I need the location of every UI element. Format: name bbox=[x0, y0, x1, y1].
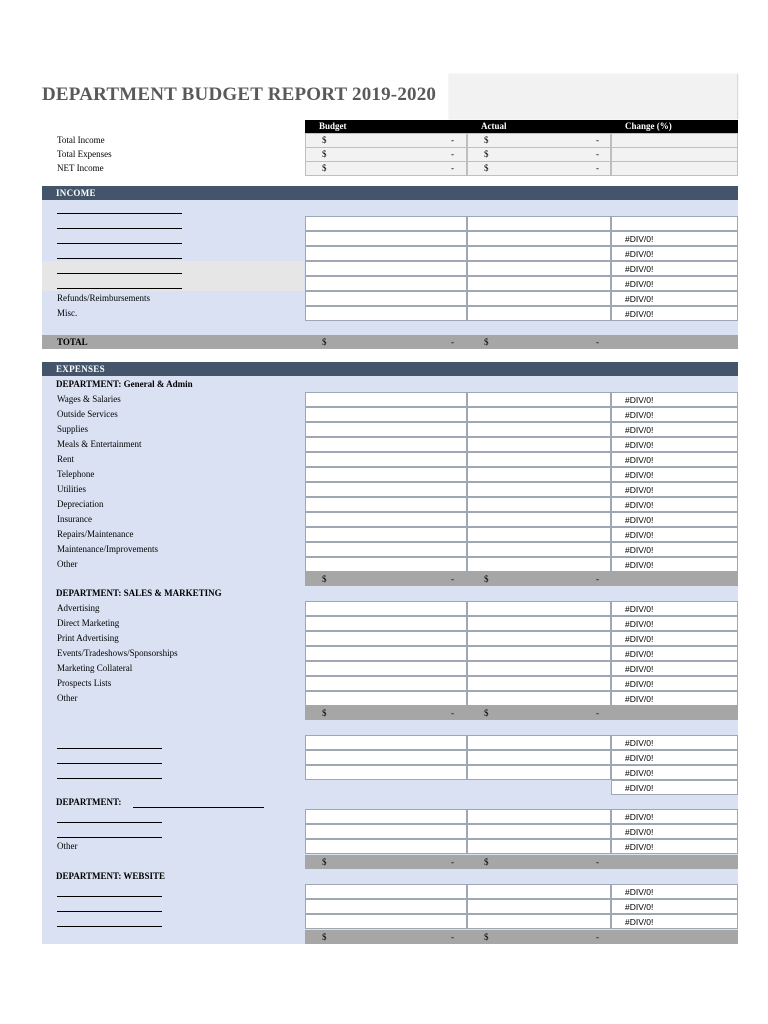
blank-label-line[interactable] bbox=[57, 273, 182, 274]
row-label: Supplies bbox=[57, 424, 89, 434]
row-label: Wages & Salaries bbox=[57, 394, 121, 404]
budget-input-cell[interactable] bbox=[305, 527, 467, 542]
blank-label-line[interactable] bbox=[57, 258, 182, 259]
budget-input-cell[interactable] bbox=[305, 631, 467, 646]
subtotal-actual-value: - bbox=[596, 857, 599, 867]
actual-input-cell[interactable] bbox=[467, 512, 611, 527]
report-title: DEPARTMENT BUDGET REPORT 2019-2020 bbox=[42, 84, 437, 105]
change-cell: #DIV/0! bbox=[611, 557, 738, 572]
change-cell: #DIV/0! bbox=[611, 884, 738, 899]
blank-label-line[interactable] bbox=[57, 911, 162, 912]
budget-input-cell[interactable] bbox=[305, 809, 467, 824]
row-label: Telephone bbox=[57, 469, 95, 479]
row-label: Depreciation bbox=[57, 499, 104, 509]
actual-input-cell[interactable] bbox=[467, 437, 611, 452]
actual-input-cell[interactable] bbox=[467, 422, 611, 437]
summary-label-total-expenses: Total Expenses bbox=[57, 149, 112, 159]
row-label: Rent bbox=[57, 454, 74, 464]
budget-input-cell[interactable] bbox=[305, 467, 467, 482]
section-title-blank: DEPARTMENT: bbox=[56, 797, 122, 807]
budget-input-cell[interactable] bbox=[305, 601, 467, 616]
budget-input-cell[interactable] bbox=[305, 422, 467, 437]
row-label: Insurance bbox=[57, 514, 92, 524]
budget-input-cell[interactable] bbox=[305, 276, 467, 291]
actual-input-cell[interactable] bbox=[467, 231, 611, 246]
row-label: Direct Marketing bbox=[57, 618, 120, 628]
actual-input-cell[interactable] bbox=[467, 246, 611, 261]
subtotal-row bbox=[305, 930, 738, 944]
subtotal-budget-currency: $ bbox=[322, 574, 327, 584]
summary-budget-cell[interactable] bbox=[305, 147, 467, 162]
change-cell: #DIV/0! bbox=[611, 437, 738, 452]
change-cell: #DIV/0! bbox=[611, 482, 738, 497]
change-cell: #DIV/0! bbox=[611, 839, 738, 854]
budget-input-cell[interactable] bbox=[305, 824, 467, 839]
subtotal-budget-value: - bbox=[451, 574, 454, 584]
change-cell: #DIV/0! bbox=[611, 765, 738, 780]
blank-label-line[interactable] bbox=[57, 288, 182, 289]
budget-input-cell[interactable] bbox=[305, 839, 467, 854]
subtotal-actual-currency: $ bbox=[484, 857, 489, 867]
subtotal-actual-value: - bbox=[596, 932, 599, 942]
row-label: Events/Tradeshows/Sponsorships bbox=[57, 648, 178, 658]
subtotal-budget-currency: $ bbox=[322, 708, 327, 718]
change-cell: #DIV/0! bbox=[611, 676, 738, 691]
blank-label-line[interactable] bbox=[57, 748, 162, 749]
actual-input-cell[interactable] bbox=[467, 407, 611, 422]
summary-budget-value: - bbox=[451, 135, 454, 145]
subtotal-budget-value: - bbox=[451, 708, 454, 718]
actual-input-cell[interactable] bbox=[467, 261, 611, 276]
subtotal-budget-currency: $ bbox=[322, 932, 327, 942]
subtotal-row bbox=[305, 706, 738, 720]
change-cell: #DIV/0! bbox=[611, 512, 738, 527]
change-cell: #DIV/0! bbox=[611, 231, 738, 246]
summary-budget-value: - bbox=[451, 149, 454, 159]
summary-actual-currency: $ bbox=[484, 163, 489, 173]
change-cell: #DIV/0! bbox=[611, 497, 738, 512]
budget-input-cell[interactable] bbox=[305, 407, 467, 422]
blank-label-line[interactable] bbox=[57, 926, 162, 927]
actual-input-cell[interactable] bbox=[467, 276, 611, 291]
actual-input-cell[interactable] bbox=[467, 676, 611, 691]
change-cell: #DIV/0! bbox=[611, 824, 738, 839]
budget-input-cell[interactable] bbox=[305, 750, 467, 765]
row-label: Print Advertising bbox=[57, 633, 119, 643]
row-label: Prospects Lists bbox=[57, 678, 112, 688]
change-cell: #DIV/0! bbox=[611, 422, 738, 437]
row-label: Misc. bbox=[57, 308, 78, 318]
change-cell: #DIV/0! bbox=[611, 601, 738, 616]
blank-label-line[interactable] bbox=[57, 243, 182, 244]
income-total-budget-currency: $ bbox=[322, 337, 327, 347]
summary-budget-cell[interactable] bbox=[305, 133, 467, 148]
actual-input-cell[interactable] bbox=[467, 527, 611, 542]
change-cell: #DIV/0! bbox=[611, 291, 738, 306]
summary-budget-cell[interactable] bbox=[305, 161, 467, 176]
income-total-actual-value: - bbox=[596, 337, 599, 347]
actual-input-cell[interactable] bbox=[467, 452, 611, 467]
subtotal-budget-value: - bbox=[451, 857, 454, 867]
summary-actual-value: - bbox=[596, 163, 599, 173]
blank-label-line[interactable] bbox=[57, 822, 162, 823]
budget-input-cell[interactable] bbox=[305, 735, 467, 750]
actual-input-cell[interactable] bbox=[467, 482, 611, 497]
section-title-website: DEPARTMENT: WEBSITE bbox=[56, 871, 165, 881]
change-cell: #DIV/0! bbox=[611, 646, 738, 661]
summary-change-cell[interactable] bbox=[611, 133, 738, 148]
actual-input-cell[interactable] bbox=[467, 750, 611, 765]
actual-input-cell[interactable] bbox=[467, 661, 611, 676]
budget-input-cell[interactable] bbox=[305, 216, 467, 231]
summary-actual-value: - bbox=[596, 149, 599, 159]
change-cell: #DIV/0! bbox=[611, 407, 738, 422]
actual-input-cell[interactable] bbox=[467, 542, 611, 557]
summary-label-total-income: Total Income bbox=[57, 135, 105, 145]
income-total-budget-value: - bbox=[451, 337, 454, 347]
blank-label-line[interactable] bbox=[57, 228, 182, 229]
income-grey-strip bbox=[42, 261, 304, 291]
budget-input-cell[interactable] bbox=[305, 899, 467, 914]
summary-header-budget: Budget bbox=[305, 120, 467, 133]
change-cell: #DIV/0! bbox=[611, 306, 738, 321]
change-cell: #DIV/0! bbox=[611, 467, 738, 482]
actual-input-cell[interactable] bbox=[467, 899, 611, 914]
blank-label-line[interactable] bbox=[57, 837, 162, 838]
subtotal-row bbox=[305, 855, 738, 869]
summary-actual-value: - bbox=[596, 135, 599, 145]
summary-actual-currency: $ bbox=[484, 149, 489, 159]
budget-input-cell[interactable] bbox=[305, 482, 467, 497]
subtotal-row bbox=[305, 572, 738, 586]
blank-label-line[interactable] bbox=[57, 213, 182, 214]
change-cell: #DIV/0! bbox=[611, 914, 738, 929]
summary-budget-currency: $ bbox=[322, 149, 327, 159]
actual-input-cell[interactable] bbox=[467, 824, 611, 839]
budget-input-cell[interactable] bbox=[305, 246, 467, 261]
budget-input-cell[interactable] bbox=[305, 392, 467, 407]
row-label: Meals & Entertainment bbox=[57, 439, 142, 449]
budget-input-cell[interactable] bbox=[305, 557, 467, 572]
budget-input-cell[interactable] bbox=[305, 512, 467, 527]
change-cell: #DIV/0! bbox=[611, 616, 738, 631]
actual-input-cell[interactable] bbox=[467, 497, 611, 512]
summary-change-cell[interactable] bbox=[611, 161, 738, 176]
section-title-sales: DEPARTMENT: SALES & MARKETING bbox=[56, 588, 222, 598]
budget-input-cell[interactable] bbox=[305, 691, 467, 706]
actual-input-cell[interactable] bbox=[467, 557, 611, 572]
change-cell: #DIV/0! bbox=[611, 527, 738, 542]
budget-input-cell[interactable] bbox=[305, 497, 467, 512]
actual-input-cell[interactable] bbox=[467, 291, 611, 306]
actual-input-cell[interactable] bbox=[467, 839, 611, 854]
row-label: Outside Services bbox=[57, 409, 118, 419]
row-label: Other bbox=[57, 559, 78, 569]
income-heading: INCOME bbox=[42, 186, 738, 200]
subtotal-actual-currency: $ bbox=[484, 932, 489, 942]
blank-label-line[interactable] bbox=[57, 763, 162, 764]
blank-label-line[interactable] bbox=[57, 778, 162, 779]
summary-change-cell[interactable] bbox=[611, 147, 738, 162]
change-cell: #DIV/0! bbox=[611, 899, 738, 914]
actual-input-cell[interactable] bbox=[467, 467, 611, 482]
row-label: Other bbox=[57, 841, 78, 851]
row-label: Other bbox=[57, 693, 78, 703]
row-label: Advertising bbox=[57, 603, 100, 613]
income-total-actual-currency: $ bbox=[484, 337, 489, 347]
change-cell: #DIV/0! bbox=[611, 246, 738, 261]
budget-input-cell[interactable] bbox=[305, 261, 467, 276]
actual-input-cell[interactable] bbox=[467, 216, 611, 231]
subtotal-actual-currency: $ bbox=[484, 708, 489, 718]
budget-input-cell[interactable] bbox=[305, 914, 467, 929]
change-cell: #DIV/0! bbox=[611, 631, 738, 646]
budget-input-cell[interactable] bbox=[305, 306, 467, 321]
budget-input-cell[interactable] bbox=[305, 542, 467, 557]
summary-header-actual: Actual bbox=[467, 120, 611, 133]
blank-label-line[interactable] bbox=[133, 807, 264, 808]
summary-budget-currency: $ bbox=[322, 135, 327, 145]
budget-input-cell[interactable] bbox=[305, 452, 467, 467]
subtotal-actual-value: - bbox=[596, 708, 599, 718]
subtotal-budget-currency: $ bbox=[322, 857, 327, 867]
actual-input-cell[interactable] bbox=[467, 914, 611, 929]
change-cell: #DIV/0! bbox=[611, 780, 738, 795]
summary-header-change: Change (%) bbox=[611, 120, 738, 133]
title-input-box[interactable] bbox=[449, 74, 738, 119]
section-title-general: DEPARTMENT: General & Admin bbox=[56, 379, 193, 389]
row-label: Marketing Collateral bbox=[57, 663, 133, 673]
change-cell: #DIV/0! bbox=[611, 392, 738, 407]
actual-input-cell[interactable] bbox=[467, 392, 611, 407]
change-cell: #DIV/0! bbox=[611, 261, 738, 276]
summary-budget-value: - bbox=[451, 163, 454, 173]
budget-input-cell[interactable] bbox=[305, 291, 467, 306]
budget-input-cell[interactable] bbox=[305, 616, 467, 631]
budget-input-cell[interactable] bbox=[305, 676, 467, 691]
budget-input-cell[interactable] bbox=[305, 765, 467, 780]
change-cell bbox=[611, 216, 738, 231]
actual-input-cell[interactable] bbox=[467, 646, 611, 661]
actual-input-cell[interactable] bbox=[467, 631, 611, 646]
change-cell: #DIV/0! bbox=[611, 809, 738, 824]
actual-input-cell[interactable] bbox=[467, 884, 611, 899]
budget-input-cell[interactable] bbox=[305, 661, 467, 676]
expenses-heading: EXPENSES bbox=[42, 362, 738, 376]
blank-label-line[interactable] bbox=[57, 896, 162, 897]
budget-input-cell[interactable] bbox=[305, 231, 467, 246]
subtotal-actual-value: - bbox=[596, 574, 599, 584]
summary-actual-currency: $ bbox=[484, 135, 489, 145]
row-label: Utilities bbox=[57, 484, 86, 494]
income-total-label: TOTAL bbox=[57, 337, 88, 347]
actual-input-cell[interactable] bbox=[467, 306, 611, 321]
change-cell: #DIV/0! bbox=[611, 750, 738, 765]
budget-input-cell[interactable] bbox=[305, 646, 467, 661]
row-label: Refunds/Reimbursements bbox=[57, 293, 150, 303]
subtotal-actual-currency: $ bbox=[484, 574, 489, 584]
change-cell: #DIV/0! bbox=[611, 542, 738, 557]
actual-input-cell[interactable] bbox=[467, 691, 611, 706]
budget-input-cell[interactable] bbox=[305, 437, 467, 452]
row-label: Maintenance/Improvements bbox=[57, 544, 158, 554]
change-cell: #DIV/0! bbox=[611, 276, 738, 291]
change-cell: #DIV/0! bbox=[611, 452, 738, 467]
change-cell: #DIV/0! bbox=[611, 735, 738, 750]
budget-input-cell[interactable] bbox=[305, 884, 467, 899]
actual-input-cell[interactable] bbox=[467, 735, 611, 750]
actual-input-cell[interactable] bbox=[467, 809, 611, 824]
summary-label-net-income: NET Income bbox=[57, 163, 104, 173]
actual-input-cell[interactable] bbox=[467, 601, 611, 616]
row-label: Repairs/Maintenance bbox=[57, 529, 134, 539]
change-cell: #DIV/0! bbox=[611, 661, 738, 676]
actual-input-cell[interactable] bbox=[467, 765, 611, 780]
subtotal-budget-value: - bbox=[451, 932, 454, 942]
summary-budget-currency: $ bbox=[322, 163, 327, 173]
actual-input-cell[interactable] bbox=[467, 616, 611, 631]
change-cell: #DIV/0! bbox=[611, 691, 738, 706]
income-total-row bbox=[42, 335, 738, 349]
